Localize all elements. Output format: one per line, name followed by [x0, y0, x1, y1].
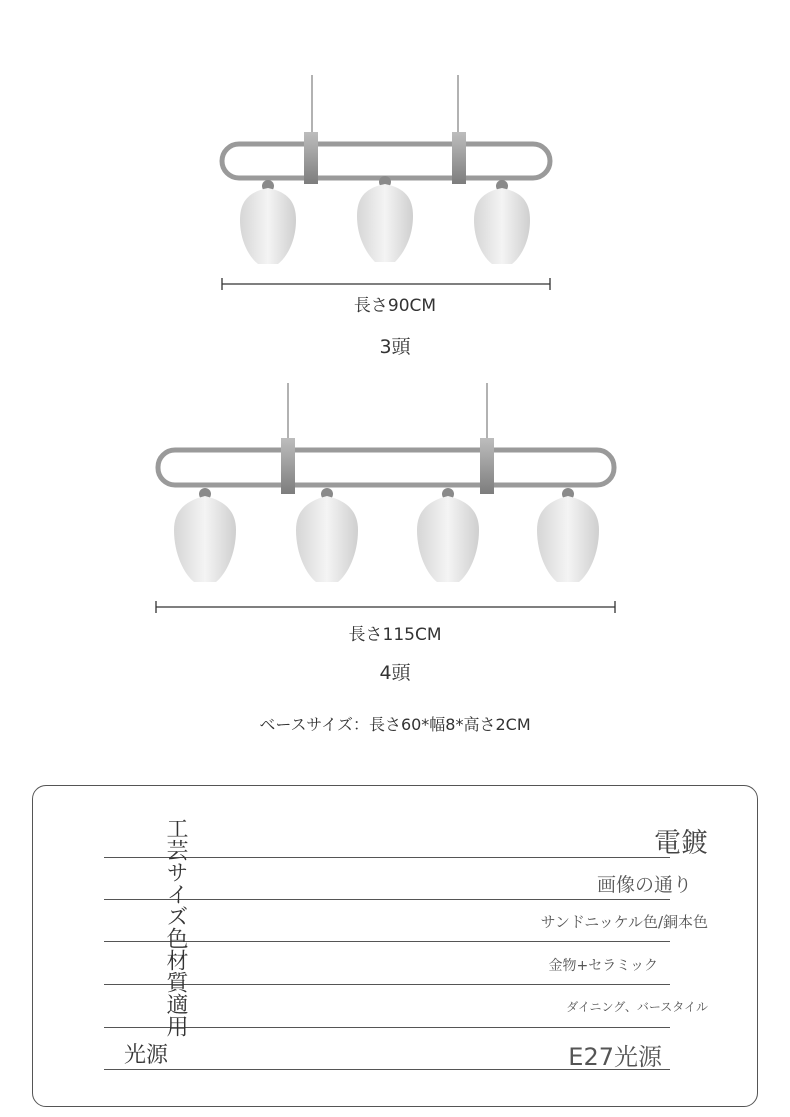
length-label-3-head: 長さ90CM — [353, 296, 437, 316]
spec-label-size: サイズ — [163, 861, 188, 927]
spec-label-color: 色 — [163, 927, 188, 949]
spec-label-usage: 適用 — [163, 993, 188, 1037]
spec-value-usage: ダイニング、バースタイル — [566, 1000, 708, 1014]
spec-label-craft: 工芸 — [163, 817, 188, 861]
spec-value-material: 金物+セラミック — [548, 958, 658, 974]
spec-value-light-source: E27光源 — [568, 1043, 662, 1071]
shade-1 — [174, 488, 236, 582]
shade-3 — [474, 180, 530, 264]
lamp-4-head-illustration — [0, 380, 790, 620]
base-size-text: ベースサイズ：長さ60*幅8*高さ2CM — [259, 715, 531, 734]
spec-labels — [160, 817, 190, 1037]
spec-label-light-source: 光源 — [124, 1043, 169, 1068]
spec-label-material: 材質 — [163, 949, 188, 993]
length-label-4-head: 長さ115CM — [348, 625, 442, 645]
lamp-3-head-illustration — [0, 70, 790, 300]
heads-label-4: 4頭 — [379, 662, 411, 684]
spec-value-color: サンドニッケル色/銅本色 — [540, 913, 708, 931]
shade-4 — [537, 488, 599, 582]
shade-2 — [296, 488, 358, 582]
shade-1 — [240, 180, 296, 264]
shade-3 — [417, 488, 479, 582]
spec-value-size: 画像の通り — [596, 874, 692, 896]
spec-value-craft: 電鍍 — [654, 828, 708, 859]
heads-label-3: 3頭 — [379, 336, 411, 358]
shade-2 — [357, 176, 413, 262]
